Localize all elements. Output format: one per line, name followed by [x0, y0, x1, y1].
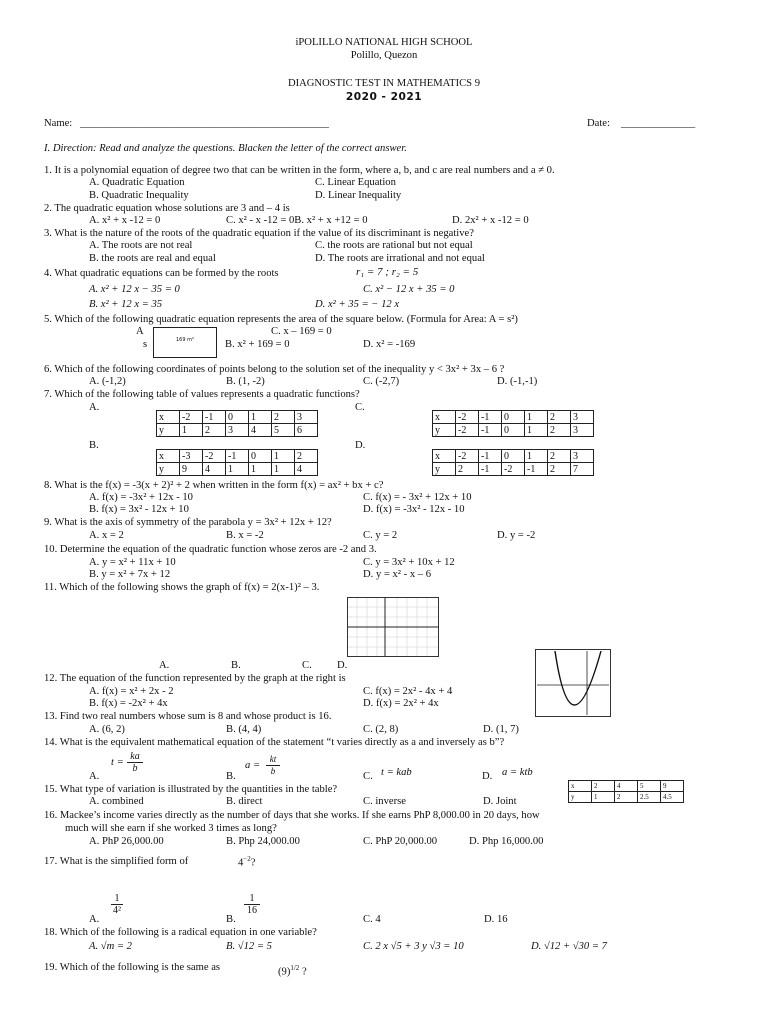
- q11-stem: 11. Which of the following shows the graph of f(x) = 2(x-1)² – 3.: [44, 582, 320, 593]
- table-cell: 2: [272, 411, 295, 424]
- q11-choice-d[interactable]: D.: [337, 660, 348, 671]
- table-cell: 3: [295, 411, 318, 424]
- table-cell: 2: [203, 424, 226, 437]
- table-row: [433, 424, 594, 437]
- q7-table-d: [432, 449, 594, 476]
- table-cell: 2: [548, 463, 571, 476]
- table-cell: 3: [571, 450, 594, 463]
- q10-choice-d[interactable]: D. y = x² - x – 6: [363, 569, 432, 580]
- table-cell: 2: [548, 424, 571, 437]
- table-cell: 0: [502, 411, 525, 424]
- q6-stem: 6. Which of the following coordinates of points belong to the solution set of the inequality y < 3x² + 3x – 6 ?: [44, 364, 505, 375]
- q18-choice-d[interactable]: D. √12 + √30 = 7: [531, 941, 607, 952]
- q12-choice-c[interactable]: C. f(x) = 2x² - 4x + 4: [363, 686, 453, 697]
- table-row: [569, 792, 684, 803]
- q3-choice-b[interactable]: B. the roots are real and equal: [89, 253, 216, 264]
- table-row: [433, 463, 594, 476]
- q4-choice-d[interactable]: D. x² + 35 = − 12 x: [315, 299, 400, 310]
- table-cell: 1: [525, 450, 548, 463]
- q17-choice-a[interactable]: A.: [89, 914, 100, 925]
- table-cell: 2: [295, 450, 318, 463]
- table-cell: y: [569, 792, 592, 803]
- q16-stem: 16. Mackee’s income varies directly as the number of days that she works. If she earns PhP 8,000.00 in 20 days, how: [44, 810, 540, 821]
- table-cell: -3: [180, 450, 203, 463]
- q13-choice-a[interactable]: A. (6, 2): [89, 724, 125, 735]
- direction: I. Direction: Read and analyze the questions. Blacken the letter of the correct answer.: [44, 143, 407, 154]
- table-cell: -1: [479, 463, 502, 476]
- q9-choice-c[interactable]: C. y = 2: [363, 530, 398, 541]
- q10-choice-b[interactable]: B. y = x² + 7x + 12: [89, 569, 171, 580]
- date-field[interactable]: ______________: [621, 118, 696, 129]
- q14-choice-d[interactable]: D.: [482, 771, 493, 782]
- square-figure: [153, 327, 217, 358]
- q6-choice-d[interactable]: D. (-1,-1): [497, 376, 538, 387]
- table-cell: -2: [180, 411, 203, 424]
- test-title: DIAGNOSTIC TEST IN MATHEMATICS 9: [287, 78, 481, 89]
- table-cell: 2: [615, 792, 638, 803]
- q2-choice-d[interactable]: D. 2x² + x -12 = 0: [452, 215, 529, 226]
- table-cell: 3: [226, 424, 249, 437]
- q11-choice-a[interactable]: A.: [159, 660, 170, 671]
- q16-stem-cont: much will she earn if she worked 3 times as long?: [65, 823, 277, 834]
- q7-choice-c[interactable]: C.: [355, 402, 365, 413]
- q12-choice-d[interactable]: D. f(x) = 2x² + 4x: [363, 698, 439, 709]
- q6-choice-b[interactable]: B. (1, -2): [226, 376, 265, 387]
- q9-choice-a[interactable]: A. x = 2: [89, 530, 124, 541]
- table-cell: x: [433, 450, 456, 463]
- q11-graph: [347, 597, 439, 657]
- table-cell: 7: [571, 463, 594, 476]
- table-cell: 0: [502, 424, 525, 437]
- table-cell: 5: [272, 424, 295, 437]
- table-cell: 5: [638, 781, 661, 792]
- q14-stem: 14. What is the equivalent mathematical equation of the statement “t varies directly as a and inversely as b”?: [44, 737, 505, 748]
- table-cell: 1: [272, 450, 295, 463]
- q4-roots: r₁ = 7 ; r₂ = 5: [356, 266, 419, 278]
- table-row: [157, 450, 318, 463]
- q1-stem: 1. It is a polynomial equation of degree two that can be written in the form, where a, b, and c are real numbers and a ≠ 0.: [44, 165, 555, 176]
- q17-choice-b[interactable]: B.: [226, 914, 236, 925]
- q12-choice-a[interactable]: A. f(x) = x² + 2x - 2: [89, 686, 174, 697]
- table-cell: 4: [203, 463, 226, 476]
- q14-a-lhs: t =: [111, 757, 124, 768]
- q15-choice-a[interactable]: A. combined: [89, 796, 144, 807]
- q8-choice-b[interactable]: B. f(x) = 3x² - 12x + 10: [89, 504, 189, 515]
- table-cell: 3: [571, 424, 594, 437]
- school-name: iPOLILLO NATIONAL HIGH SCHOOL: [295, 37, 473, 48]
- table-cell: 2: [456, 463, 479, 476]
- table-row: [157, 411, 318, 424]
- q17-choice-d[interactable]: D. 16: [484, 914, 508, 925]
- q2-choice-a[interactable]: A. x² + x -12 = 0: [89, 215, 161, 226]
- q7-table-a: [156, 410, 318, 437]
- table-cell: -2: [502, 463, 525, 476]
- q17-expression: $4^{-2}$?: [238, 855, 256, 869]
- table-cell: 1: [525, 424, 548, 437]
- table-cell: -1: [479, 450, 502, 463]
- table-cell: 2.5: [638, 792, 661, 803]
- q1-choice-b[interactable]: B. Quadratic Inequality: [89, 190, 189, 201]
- q15-choice-d[interactable]: D. Joint: [483, 796, 517, 807]
- q16-choice-b[interactable]: B. Php 24,000.00: [226, 836, 300, 847]
- q2-stem: 2. The quadratic equation whose solutions are 3 and – 4 is: [44, 203, 290, 214]
- q14-d-formula: a = ktb: [502, 767, 533, 778]
- table-cell: 1: [525, 411, 548, 424]
- q10-choice-c[interactable]: C. y = 3x² + 10x + 12: [363, 557, 455, 568]
- table-row: [569, 781, 684, 792]
- q16-choice-d[interactable]: D. Php 16,000.00: [469, 836, 544, 847]
- q6-choice-c[interactable]: C. (-2,7): [363, 376, 400, 387]
- q7-stem: 7. Which of the following table of values represents a quadratic functions?: [44, 389, 360, 400]
- q8-stem: 8. What is the f(x) = -3(x + 2)² + 2 when written in the form f(x) = ax² + bx + c?: [44, 480, 384, 491]
- q7-choice-d[interactable]: D.: [355, 440, 366, 451]
- q19-stem: 19. Which of the following is the same as: [44, 962, 221, 973]
- q15-table: [568, 780, 684, 803]
- q6-choice-a[interactable]: A. (-1,2): [89, 376, 126, 387]
- q16-choice-c[interactable]: C. PhP 20,000.00: [363, 836, 438, 847]
- q7-choice-a[interactable]: A.: [89, 402, 100, 413]
- q12-graph: [535, 649, 611, 717]
- table-cell: 1: [249, 411, 272, 424]
- q17-b-fraction: $\frac{1}{16}$: [244, 893, 260, 916]
- q10-stem: 10. Determine the equation of the quadratic function whose zeros are -2 and 3.: [44, 544, 377, 555]
- table-cell: y: [433, 463, 456, 476]
- table-cell: 1: [592, 792, 615, 803]
- table-cell: x: [157, 411, 180, 424]
- table-cell: -2: [456, 450, 479, 463]
- q8-choice-c[interactable]: C. f(x) = - 3x² + 12x + 10: [363, 492, 472, 503]
- table-row: [433, 450, 594, 463]
- table-row: [157, 463, 318, 476]
- q9-choice-d[interactable]: D. y = -2: [497, 530, 536, 541]
- q5-choice-c[interactable]: C. x – 169 = 0: [271, 326, 332, 337]
- q17-stem: 17. What is the simplified form of: [44, 856, 189, 867]
- table-row: [433, 411, 594, 424]
- q3-choice-d[interactable]: D. The roots are irrational and not equal: [315, 253, 485, 264]
- q3-choice-c[interactable]: C. the roots are rational but not equal: [315, 240, 473, 251]
- table-cell: -2: [203, 450, 226, 463]
- table-cell: 1: [180, 424, 203, 437]
- table-cell: y: [157, 424, 180, 437]
- q13-stem: 13. Find two real numbers whose sum is 8 and whose product is 16.: [44, 711, 332, 722]
- q16-choice-a[interactable]: A. PhP 26,000.00: [89, 836, 164, 847]
- q14-choice-a[interactable]: A.: [89, 771, 100, 782]
- table-cell: x: [569, 781, 592, 792]
- school-location: Polillo, Quezon: [350, 50, 418, 61]
- table-cell: 6: [295, 424, 318, 437]
- table-cell: -1: [479, 411, 502, 424]
- school-year: 2020 - 2021: [345, 91, 423, 103]
- q17-choice-c[interactable]: C. 4: [363, 914, 381, 925]
- q4-choice-a[interactable]: A. x² + 12 x − 35 = 0: [89, 284, 180, 295]
- q3-choice-a[interactable]: A. The roots are not real: [89, 240, 193, 251]
- table-cell: 2: [548, 411, 571, 424]
- q13-choice-d[interactable]: D. (1, 7): [483, 724, 519, 735]
- table-cell: y: [433, 424, 456, 437]
- name-field[interactable]: _______________________________________________: [80, 118, 329, 129]
- table-cell: -2: [456, 411, 479, 424]
- table-cell: 2: [548, 450, 571, 463]
- table-cell: x: [433, 411, 456, 424]
- q15-choice-b[interactable]: B. direct: [226, 796, 263, 807]
- table-cell: 9: [180, 463, 203, 476]
- q12-stem: 12. The equation of the function represented by the graph at the right is: [44, 673, 346, 684]
- q18-stem: 18. Which of the following is a radical equation in one variable?: [44, 927, 317, 938]
- table-cell: y: [157, 463, 180, 476]
- q10-choice-a[interactable]: A. y = x² + 11x + 10: [89, 557, 176, 568]
- q8-choice-a[interactable]: A. f(x) = -3x² + 12x - 10: [89, 492, 193, 503]
- q5-choice-a[interactable]: A: [136, 326, 144, 337]
- q14-b-fraction: $\frac{kt}{b}$: [266, 754, 280, 777]
- q17-a-fraction: $\frac{1}{\text{4²}}$: [113, 893, 121, 916]
- q13-choice-c[interactable]: C. (2, 8): [363, 724, 399, 735]
- table-cell: 4.5: [661, 792, 684, 803]
- q11-choice-c[interactable]: C.: [302, 660, 312, 671]
- table-cell: 4: [249, 424, 272, 437]
- table-cell: 1: [226, 463, 249, 476]
- q5-side-label: s: [143, 339, 148, 350]
- table-row: [157, 424, 318, 437]
- table-cell: -1: [203, 411, 226, 424]
- table-cell: x: [157, 450, 180, 463]
- q14-choice-b[interactable]: B.: [226, 771, 236, 782]
- q11-choice-b[interactable]: B.: [231, 660, 241, 671]
- table-cell: -1: [226, 450, 249, 463]
- table-cell: 1: [272, 463, 295, 476]
- q14-choice-c[interactable]: C.: [363, 771, 373, 782]
- q18-choice-c[interactable]: C. 2 x √5 + 3 y √3 = 10: [363, 941, 464, 952]
- q4-stem: 4. What quadratic equations can be formed by the roots: [44, 268, 279, 279]
- table-cell: 4: [615, 781, 638, 792]
- table-cell: 2: [592, 781, 615, 792]
- q9-choice-b[interactable]: B. x = -2: [226, 530, 264, 541]
- q19-expression: $(9)^{1/2}$ ?: [278, 964, 307, 978]
- q7-table-c: [432, 410, 594, 437]
- q15-choice-c[interactable]: C. inverse: [363, 796, 406, 807]
- table-cell: 0: [502, 450, 525, 463]
- table-cell: -2: [456, 424, 479, 437]
- q8-choice-d[interactable]: D. f(x) = -3x² - 12x - 10: [363, 504, 465, 515]
- q15-stem: 15. What type of variation is illustrated by the quantities in the table?: [44, 784, 338, 795]
- q4-choice-c[interactable]: C. x² − 12 x + 35 = 0: [363, 284, 455, 295]
- square-area-label: 169 m²: [175, 337, 194, 343]
- table-cell: -1: [525, 463, 548, 476]
- q13-choice-b[interactable]: B. (4, 4): [226, 724, 262, 735]
- table-cell: -1: [479, 424, 502, 437]
- q9-stem: 9. What is the axis of symmetry of the parabola y = 3x² + 12x + 12?: [44, 517, 332, 528]
- q18-choice-b[interactable]: B. √12 = 5: [226, 941, 272, 952]
- q14-a-fraction: $\frac{ka}{b}$: [127, 751, 143, 774]
- q5-choice-d[interactable]: D. x² = -169: [363, 339, 416, 350]
- q12-choice-b[interactable]: B. f(x) = -2x² + 4x: [89, 698, 168, 709]
- q1-choice-a[interactable]: A. Quadratic Equation: [89, 177, 185, 188]
- name-label: Name:: [44, 118, 73, 129]
- table-cell: 4: [295, 463, 318, 476]
- q5-stem: 5. Which of the following quadratic equation represents the area of the square below. (Formula for Area: A = s²): [44, 314, 518, 325]
- q1-choice-d[interactable]: D. Linear Inequality: [315, 190, 402, 201]
- q14-b-lhs: a =: [245, 760, 261, 771]
- q1-choice-c[interactable]: C. Linear Equation: [315, 177, 396, 188]
- q7-table-b: [156, 449, 318, 476]
- q7-choice-b[interactable]: B.: [89, 440, 99, 451]
- q5-choice-b[interactable]: B. x² + 169 = 0: [225, 339, 290, 350]
- table-cell: 0: [226, 411, 249, 424]
- table-cell: 9: [661, 781, 684, 792]
- table-cell: 0: [249, 450, 272, 463]
- q18-choice-a[interactable]: A. √m = 2: [89, 941, 132, 952]
- q2-choice-c[interactable]: C. x² - x -12 = 0B. x² + x +12 = 0: [226, 215, 368, 226]
- date-label: Date:: [587, 118, 610, 129]
- q4-choice-b[interactable]: B. x² + 12 x = 35: [89, 299, 163, 310]
- table-cell: 3: [571, 411, 594, 424]
- q3-stem: 3. What is the nature of the roots of the quadratic equation if the value of its discriminant is negative?: [44, 228, 474, 239]
- q14-c-formula: t = kab: [381, 767, 412, 778]
- table-cell: 1: [249, 463, 272, 476]
